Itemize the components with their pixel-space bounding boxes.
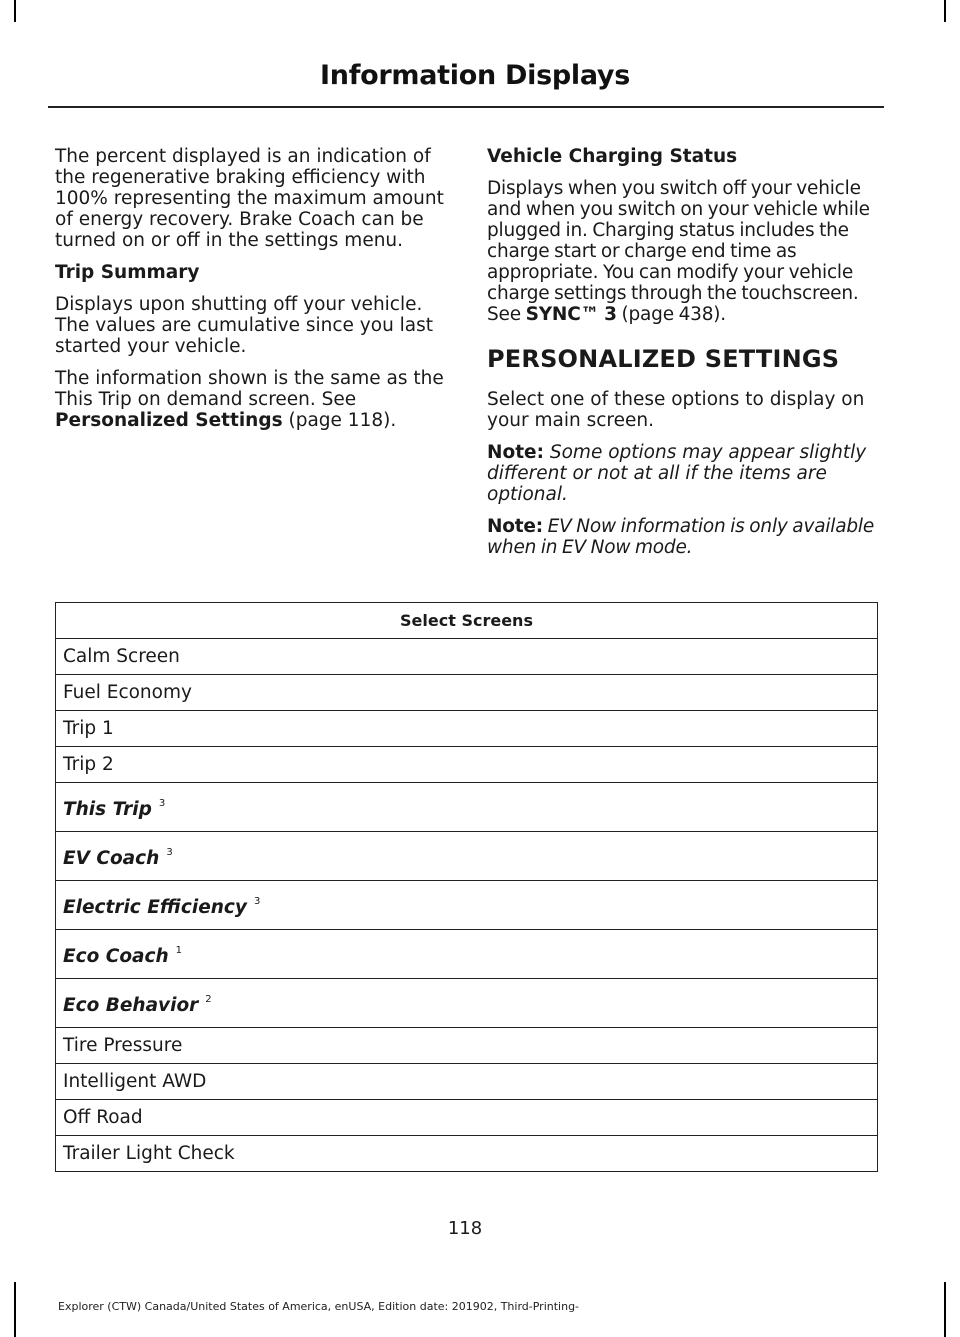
table-row: [56, 747, 878, 783]
title-rule: [48, 106, 884, 108]
screen-option: EV Coach: [63, 848, 160, 869]
screen-option: Trip 1: [63, 718, 114, 739]
screen-option: Calm Screen: [63, 646, 180, 667]
table-row: [56, 979, 878, 1028]
crop-mark-top-right: [944, 0, 946, 22]
note-label: Note:: [487, 516, 543, 537]
screen-option: Electric Efficiency: [63, 897, 247, 918]
footnote-marker: 3: [253, 896, 261, 907]
screen-option: Fuel Economy: [63, 682, 192, 703]
charging-status-paragraph: [487, 178, 882, 325]
table-header: Select Screens: [56, 603, 878, 639]
table-row: [56, 783, 878, 832]
charging-status-heading: Vehicle Charging Status: [487, 146, 738, 167]
trip-summary-paragraph: Displays upon shutting off your vehicle. The values are cumulative since you last started your vehicle.: [55, 294, 434, 357]
trip-summary-heading: Trip Summary: [55, 262, 200, 283]
note-optional-items: [487, 442, 882, 505]
left-column: [55, 146, 450, 442]
table-row: [56, 832, 878, 881]
select-options-paragraph: Select one of these options to display on your main screen.: [487, 389, 865, 431]
table-row: [56, 1100, 878, 1136]
note-ev-now: [487, 516, 882, 558]
table-row: [56, 675, 878, 711]
screen-option: Eco Behavior: [63, 995, 199, 1016]
page-number: 118: [447, 1218, 483, 1239]
screen-option: Trailer Light Check: [63, 1143, 235, 1164]
table-row: [56, 1064, 878, 1100]
footnote-marker: 2: [205, 994, 212, 1005]
charging-status-text: Displays when you switch off your vehicle and when you switch on your vehicle while plugged in. Charging status includes the charge start or charge end time as appropriate. You can modify your vehicle charge settings through the touchscreen. See: [487, 178, 870, 325]
right-column: [487, 146, 882, 569]
screen-option: This Trip: [63, 799, 152, 820]
brake-coach-paragraph: The percent displayed is an indication of the regenerative braking efficiency with 100% representing the maximum amount of energy recovery. Brake Coach can be turned on or off in the settings menu.: [55, 146, 444, 251]
screen-option: Intelligent AWD: [63, 1071, 207, 1092]
footnote-marker: 3: [158, 798, 166, 809]
page-reference: (page 118).: [282, 410, 397, 431]
crop-mark-bottom-left: [14, 1282, 16, 1337]
crop-mark-bottom-right: [944, 1282, 946, 1337]
table-row: [56, 1136, 878, 1172]
this-trip-paragraph: [55, 368, 450, 431]
crop-mark-top-left: [14, 0, 16, 22]
screen-option: Tire Pressure: [63, 1035, 183, 1056]
footnote-marker: 3: [166, 847, 173, 858]
screen-option: Trip 2: [63, 754, 114, 775]
table-row: [56, 930, 878, 979]
table-row: [56, 1028, 878, 1064]
footnote-marker: 1: [175, 945, 183, 956]
personalized-settings-link[interactable]: Personalized Settings: [55, 410, 283, 431]
sync3-link[interactable]: SYNC™ 3: [525, 304, 617, 325]
note-text: Some options may appear slightly different or not at all if the items are optional.: [487, 442, 867, 505]
footer-edition-info: Explorer (CTW) Canada/United States of America, enUSA, Edition date: 201902, Third-Printing-: [58, 1300, 580, 1313]
table-row: [56, 711, 878, 747]
page-title: Information Displays: [320, 60, 630, 91]
this-trip-text: The information shown is the same as the This Trip on demand screen. See: [55, 368, 444, 410]
note-text: EV Now information is only available when in EV Now mode.: [487, 516, 875, 558]
select-screens-table: [55, 602, 878, 1172]
screen-option: Eco Coach: [63, 946, 169, 967]
personalized-settings-heading: PERSONALIZED SETTINGS: [487, 345, 840, 373]
screen-option: Off Road: [63, 1107, 143, 1128]
table-row: [56, 639, 878, 675]
sync3-page-reference: (page 438).: [616, 304, 726, 325]
table-row: [56, 881, 878, 930]
note-label: Note:: [487, 442, 544, 463]
